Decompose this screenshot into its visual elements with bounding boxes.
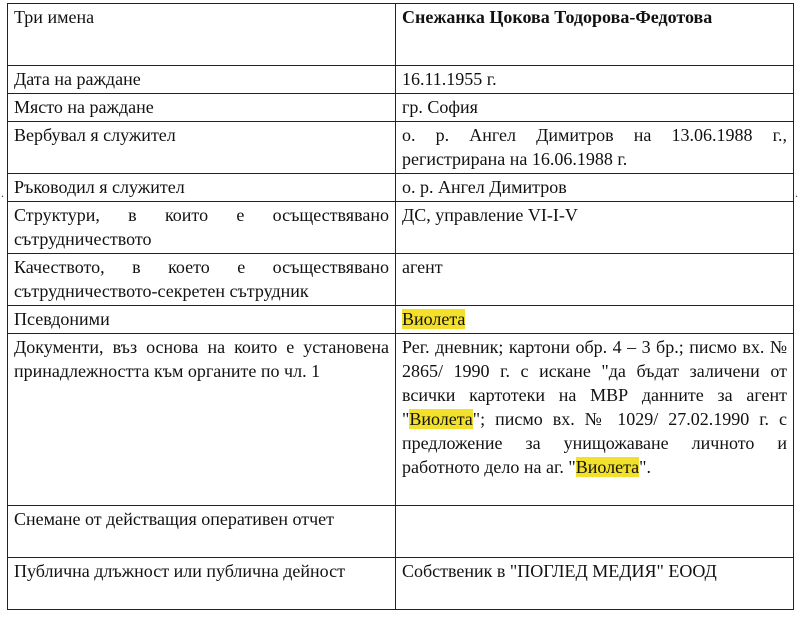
- table-row: [8, 174, 794, 202]
- pseudonym-highlight: Виолета: [409, 409, 473, 429]
- value-documents: [395, 334, 793, 506]
- label-capacity: Качеството, в което е осъществявано сътрудничеството-секретен сътрудник: [8, 254, 396, 306]
- table-row: [8, 254, 794, 306]
- label-removal-from-report: Снемане от действащия оперативен отчет: [8, 506, 396, 558]
- table-row: [8, 306, 794, 334]
- value-full-name: Снежанка Цокова Тодорова-Федотова: [395, 4, 793, 66]
- label-pseudonyms: Псевдоними: [8, 306, 396, 334]
- table-row: [8, 506, 794, 558]
- pseudonym-highlight: Виолета: [575, 457, 640, 477]
- label-full-name: Три имена: [8, 4, 396, 66]
- pseudonym-highlight: Виолета: [401, 309, 466, 329]
- label-birth-place: Място на раждане: [8, 94, 396, 122]
- right-margin-mark: .: [795, 186, 798, 200]
- value-capacity: агент: [395, 254, 793, 306]
- table-row: [8, 4, 794, 66]
- label-birth-date: Дата на раждане: [8, 66, 396, 94]
- label-recruited-by: Вербувал я служител: [8, 122, 396, 174]
- table-row: [8, 94, 794, 122]
- documents-text-part: ".: [639, 457, 652, 477]
- value-public-office: Собственик в "ПОГЛЕД МЕДИЯ" ЕООД: [395, 558, 793, 610]
- documents-text-part: "; писмо вх. № 1029/ 27.02.1990 г. с предложение за унищожаване личното и работното дело на аг. ": [401, 409, 787, 477]
- value-removal-from-report: [395, 506, 793, 558]
- documents-text-part: Рег. дневник; картони обр. 4 – 3 бр.; писмо вх. № 2865/ 1990 г. с искане "да бъдат заличени от всички картотеки на МВР данните за агент ": [401, 337, 787, 429]
- table-row: [8, 202, 794, 254]
- label-handled-by: Ръководил я служител: [8, 174, 396, 202]
- table-row: [8, 66, 794, 94]
- value-recruited-by: о. р. Ангел Димитров на 13.06.1988 г., регистрирана на 16.06.1988 г.: [395, 122, 793, 174]
- label-public-office: Публична длъжност или публична дейност: [8, 558, 396, 610]
- value-birth-place: гр. София: [395, 94, 793, 122]
- table-row: [8, 122, 794, 174]
- value-handled-by: о. р. Ангел Димитров: [395, 174, 793, 202]
- table-row: [8, 558, 794, 610]
- value-birth-date: 16.11.1955 г.: [395, 66, 793, 94]
- label-structures: Структури, в които е осъществявано сътрудничеството: [8, 202, 396, 254]
- personal-record-table: [7, 3, 794, 610]
- value-structures: ДС, управление VI-I-V: [395, 202, 793, 254]
- value-pseudonyms: [395, 306, 793, 334]
- label-documents: Документи, въз основа на които е установена принадлежността към органите по чл. 1: [8, 334, 396, 506]
- table-row: [8, 334, 794, 506]
- left-margin-mark: .: [1, 186, 4, 200]
